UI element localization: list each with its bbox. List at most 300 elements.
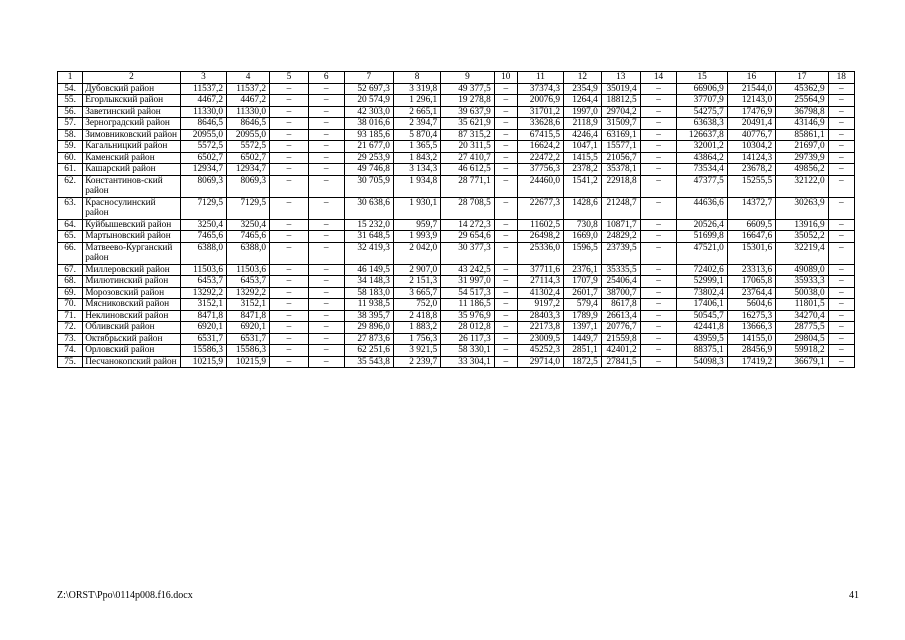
value-cell: 28775,5 xyxy=(776,322,829,334)
value-cell: 2851,1 xyxy=(564,345,602,357)
value-cell: 93 185,6 xyxy=(344,129,393,141)
empty-value-cell: – xyxy=(640,333,677,345)
empty-value-cell: – xyxy=(308,83,344,95)
value-cell: 10215,9 xyxy=(227,356,270,368)
empty-value-cell: – xyxy=(640,242,677,264)
row-number: 60. xyxy=(58,152,83,164)
value-cell: 8069,3 xyxy=(227,175,270,197)
empty-value-cell: – xyxy=(308,322,344,334)
value-cell: 66906,9 xyxy=(677,83,727,95)
value-cell: 11537,2 xyxy=(180,83,226,95)
value-cell: 29704,2 xyxy=(601,106,640,118)
empty-value-cell: – xyxy=(308,118,344,130)
empty-value-cell: – xyxy=(828,231,854,243)
value-cell: 42441,8 xyxy=(677,322,727,334)
row-number: 62. xyxy=(58,175,83,197)
value-cell: 126637,8 xyxy=(677,129,727,141)
empty-value-cell: – xyxy=(640,175,677,197)
value-cell: 2354,9 xyxy=(564,83,602,95)
empty-value-cell: – xyxy=(308,356,344,368)
district-name: Зерноградский район xyxy=(83,118,181,130)
value-cell: 29 654,6 xyxy=(441,231,495,243)
value-cell: 1541,2 xyxy=(564,175,602,197)
empty-value-cell: – xyxy=(308,164,344,176)
value-cell: 23313,6 xyxy=(727,264,775,276)
empty-value-cell: – xyxy=(640,152,677,164)
header-cell: 16 xyxy=(727,72,775,84)
empty-value-cell: – xyxy=(270,299,309,311)
value-cell: 27114,3 xyxy=(517,276,563,288)
table-row xyxy=(58,175,855,197)
value-cell: 11602,5 xyxy=(517,219,563,231)
value-cell: 35 621,9 xyxy=(441,118,495,130)
value-cell: 23678,2 xyxy=(727,164,775,176)
value-cell: 1 843,2 xyxy=(393,152,440,164)
value-cell: 8646,5 xyxy=(180,118,226,130)
row-number: 69. xyxy=(58,287,83,299)
value-cell: 43 242,5 xyxy=(441,264,495,276)
district-name: Константинов-ский район xyxy=(83,175,181,197)
district-name: Песчанокопский район xyxy=(83,356,181,368)
table-row xyxy=(58,95,855,107)
footer-page-number: 41 xyxy=(849,590,859,601)
district-name: Кашарский район xyxy=(83,164,181,176)
table-row xyxy=(58,231,855,243)
value-cell: 37756,3 xyxy=(517,164,563,176)
value-cell: 35 976,9 xyxy=(441,310,495,322)
value-cell: 73802,4 xyxy=(677,287,727,299)
value-cell: 52 697,3 xyxy=(344,83,393,95)
header-cell: 2 xyxy=(83,72,181,84)
header-cell: 3 xyxy=(180,72,226,84)
header-cell: 8 xyxy=(393,72,440,84)
value-cell: 10215,9 xyxy=(180,356,226,368)
empty-value-cell: – xyxy=(494,219,517,231)
value-cell: 45362,9 xyxy=(776,83,829,95)
value-cell: 6388,0 xyxy=(227,242,270,264)
value-cell: 1047,1 xyxy=(564,141,602,153)
table-row xyxy=(58,129,855,141)
empty-value-cell: – xyxy=(270,356,309,368)
value-cell: 54 517,3 xyxy=(441,287,495,299)
value-cell: 47377,5 xyxy=(677,175,727,197)
empty-value-cell: – xyxy=(494,152,517,164)
table-row xyxy=(58,83,855,95)
value-cell: 12934,7 xyxy=(180,164,226,176)
value-cell: 1 930,1 xyxy=(393,197,440,219)
value-cell: 26613,4 xyxy=(601,310,640,322)
row-number: 68. xyxy=(58,276,83,288)
row-number: 61. xyxy=(58,164,83,176)
value-cell: 39 637,9 xyxy=(441,106,495,118)
value-cell: 16275,3 xyxy=(727,310,775,322)
value-cell: 11 938,5 xyxy=(344,299,393,311)
empty-value-cell: – xyxy=(828,219,854,231)
empty-value-cell: – xyxy=(640,310,677,322)
value-cell: 42 303,0 xyxy=(344,106,393,118)
data-table-container xyxy=(57,71,855,368)
empty-value-cell: – xyxy=(270,118,309,130)
row-number: 72. xyxy=(58,322,83,334)
empty-value-cell: – xyxy=(494,242,517,264)
table-row xyxy=(58,164,855,176)
value-cell: 4467,2 xyxy=(227,95,270,107)
empty-value-cell: – xyxy=(270,264,309,276)
value-cell: 14 272,3 xyxy=(441,219,495,231)
value-cell: 20526,4 xyxy=(677,219,727,231)
value-cell: 6502,7 xyxy=(227,152,270,164)
value-cell: 67415,5 xyxy=(517,129,563,141)
empty-value-cell: – xyxy=(828,175,854,197)
value-cell: 30 638,6 xyxy=(344,197,393,219)
value-cell: 4467,2 xyxy=(180,95,226,107)
district-name: Красносулинский район xyxy=(83,197,181,219)
value-cell: 20955,0 xyxy=(227,129,270,141)
value-cell: 43146,9 xyxy=(776,118,829,130)
value-cell: 29739,9 xyxy=(776,152,829,164)
row-number: 57. xyxy=(58,118,83,130)
value-cell: 21544,0 xyxy=(727,83,775,95)
empty-value-cell: – xyxy=(494,197,517,219)
value-cell: 40776,7 xyxy=(727,129,775,141)
row-number: 54. xyxy=(58,83,83,95)
value-cell: 21559,8 xyxy=(601,333,640,345)
value-cell: 32 419,3 xyxy=(344,242,393,264)
value-cell: 38 016,6 xyxy=(344,118,393,130)
value-cell: 8617,8 xyxy=(601,299,640,311)
district-name: Дубовский район xyxy=(83,83,181,95)
value-cell: 15301,6 xyxy=(727,242,775,264)
value-cell: 24460,0 xyxy=(517,175,563,197)
empty-value-cell: – xyxy=(828,95,854,107)
value-cell: 11330,0 xyxy=(180,106,226,118)
value-cell: 7465,6 xyxy=(180,231,226,243)
district-name: Обливский район xyxy=(83,322,181,334)
empty-value-cell: – xyxy=(308,287,344,299)
empty-value-cell: – xyxy=(494,299,517,311)
empty-value-cell: – xyxy=(828,322,854,334)
empty-value-cell: – xyxy=(308,175,344,197)
table-row xyxy=(58,333,855,345)
table-row xyxy=(58,287,855,299)
value-cell: 28 012,8 xyxy=(441,322,495,334)
empty-value-cell: – xyxy=(270,152,309,164)
value-cell: 72402,6 xyxy=(677,264,727,276)
value-cell: 1997,0 xyxy=(564,106,602,118)
value-cell: 35 543,8 xyxy=(344,356,393,368)
empty-value-cell: – xyxy=(494,175,517,197)
value-cell: 37711,6 xyxy=(517,264,563,276)
value-cell: 8471,8 xyxy=(180,310,226,322)
value-cell: 20955,0 xyxy=(180,129,226,141)
value-cell: 87 315,2 xyxy=(441,129,495,141)
value-cell: 29 896,0 xyxy=(344,322,393,334)
value-cell: 29 253,9 xyxy=(344,152,393,164)
value-cell: 34270,4 xyxy=(776,310,829,322)
value-cell: 30263,9 xyxy=(776,197,829,219)
empty-value-cell: – xyxy=(494,276,517,288)
value-cell: 38 395,7 xyxy=(344,310,393,322)
empty-value-cell: – xyxy=(308,95,344,107)
value-cell: 2 239,7 xyxy=(393,356,440,368)
value-cell: 11801,5 xyxy=(776,299,829,311)
row-number: 74. xyxy=(58,345,83,357)
empty-value-cell: – xyxy=(494,118,517,130)
table-row xyxy=(58,310,855,322)
district-name: Егорлыкский район xyxy=(83,95,181,107)
empty-value-cell: – xyxy=(494,287,517,299)
empty-value-cell: – xyxy=(494,83,517,95)
value-cell: 15255,5 xyxy=(727,175,775,197)
district-name: Милютинский район xyxy=(83,276,181,288)
value-cell: 3152,1 xyxy=(227,299,270,311)
value-cell: 36679,1 xyxy=(776,356,829,368)
value-cell: 88375,1 xyxy=(677,345,727,357)
value-cell: 14372,7 xyxy=(727,197,775,219)
empty-value-cell: – xyxy=(640,129,677,141)
empty-value-cell: – xyxy=(494,231,517,243)
value-cell: 15586,3 xyxy=(227,345,270,357)
value-cell: 7129,5 xyxy=(180,197,226,219)
value-cell: 26498,2 xyxy=(517,231,563,243)
empty-value-cell: – xyxy=(640,118,677,130)
empty-value-cell: – xyxy=(640,164,677,176)
value-cell: 20 574,9 xyxy=(344,95,393,107)
value-cell: 22677,3 xyxy=(517,197,563,219)
empty-value-cell: – xyxy=(270,129,309,141)
value-cell: 27 873,6 xyxy=(344,333,393,345)
empty-value-cell: – xyxy=(308,299,344,311)
value-cell: 1 883,2 xyxy=(393,322,440,334)
table-row xyxy=(58,356,855,368)
empty-value-cell: – xyxy=(828,333,854,345)
empty-value-cell: – xyxy=(828,276,854,288)
district-name: Заветинский район xyxy=(83,106,181,118)
value-cell: 32122,0 xyxy=(776,175,829,197)
value-cell: 6531,7 xyxy=(180,333,226,345)
empty-value-cell: – xyxy=(308,333,344,345)
district-name: Кагальницкий район xyxy=(83,141,181,153)
header-cell: 15 xyxy=(677,72,727,84)
value-cell: 32219,4 xyxy=(776,242,829,264)
value-cell: 25336,0 xyxy=(517,242,563,264)
row-number: 63. xyxy=(58,197,83,219)
empty-value-cell: – xyxy=(494,345,517,357)
value-cell: 27 410,7 xyxy=(441,152,495,164)
table-row xyxy=(58,322,855,334)
row-number: 73. xyxy=(58,333,83,345)
value-cell: 41302,4 xyxy=(517,287,563,299)
value-cell: 14124,3 xyxy=(727,152,775,164)
row-number: 71. xyxy=(58,310,83,322)
value-cell: 15577,1 xyxy=(601,141,640,153)
value-cell: 21056,7 xyxy=(601,152,640,164)
value-cell: 6453,7 xyxy=(227,276,270,288)
district-name: Морозовский район xyxy=(83,287,181,299)
value-cell: 51699,8 xyxy=(677,231,727,243)
empty-value-cell: – xyxy=(494,129,517,141)
value-cell: 49856,2 xyxy=(776,164,829,176)
value-cell: 16647,6 xyxy=(727,231,775,243)
row-number: 56. xyxy=(58,106,83,118)
value-cell: 20776,7 xyxy=(601,322,640,334)
value-cell: 2 418,8 xyxy=(393,310,440,322)
value-cell: 22173,8 xyxy=(517,322,563,334)
value-cell: 6920,1 xyxy=(180,322,226,334)
empty-value-cell: – xyxy=(640,287,677,299)
value-cell: 2 042,0 xyxy=(393,242,440,264)
row-number: 65. xyxy=(58,231,83,243)
value-cell: 28403,3 xyxy=(517,310,563,322)
value-cell: 31509,7 xyxy=(601,118,640,130)
empty-value-cell: – xyxy=(828,152,854,164)
value-cell: 2 665,1 xyxy=(393,106,440,118)
value-cell: 24829,2 xyxy=(601,231,640,243)
empty-value-cell: – xyxy=(640,83,677,95)
value-cell: 27841,5 xyxy=(601,356,640,368)
empty-value-cell: – xyxy=(308,152,344,164)
empty-value-cell: – xyxy=(640,231,677,243)
value-cell: 63638,3 xyxy=(677,118,727,130)
value-cell: 1449,7 xyxy=(564,333,602,345)
value-cell: 20491,4 xyxy=(727,118,775,130)
value-cell: 42401,2 xyxy=(601,345,640,357)
value-cell: 35019,4 xyxy=(601,83,640,95)
value-cell: 13666,3 xyxy=(727,322,775,334)
value-cell: 8069,3 xyxy=(180,175,226,197)
empty-value-cell: – xyxy=(270,106,309,118)
value-cell: 2118,9 xyxy=(564,118,602,130)
value-cell: 43864,2 xyxy=(677,152,727,164)
district-name: Мясниковский район xyxy=(83,299,181,311)
value-cell: 1 296,1 xyxy=(393,95,440,107)
value-cell: 2378,2 xyxy=(564,164,602,176)
district-name: Миллеровский район xyxy=(83,264,181,276)
empty-value-cell: – xyxy=(270,322,309,334)
value-cell: 29804,5 xyxy=(776,333,829,345)
row-number: 66. xyxy=(58,242,83,264)
empty-value-cell: – xyxy=(494,333,517,345)
value-cell: 46 149,5 xyxy=(344,264,393,276)
value-cell: 58 330,1 xyxy=(441,345,495,357)
empty-value-cell: – xyxy=(828,264,854,276)
header-cell: 1 xyxy=(58,72,83,84)
empty-value-cell: – xyxy=(308,129,344,141)
value-cell: 33 304,1 xyxy=(441,356,495,368)
value-cell: 2601,7 xyxy=(564,287,602,299)
value-cell: 32001,2 xyxy=(677,141,727,153)
empty-value-cell: – xyxy=(640,299,677,311)
table-row xyxy=(58,264,855,276)
value-cell: 1 934,8 xyxy=(393,175,440,197)
empty-value-cell: – xyxy=(270,242,309,264)
empty-value-cell: – xyxy=(270,197,309,219)
value-cell: 29714,0 xyxy=(517,356,563,368)
district-name: Неклиновский район xyxy=(83,310,181,322)
value-cell: 11537,2 xyxy=(227,83,270,95)
value-cell: 9197,2 xyxy=(517,299,563,311)
value-cell: 33628,6 xyxy=(517,118,563,130)
value-cell: 6388,0 xyxy=(180,242,226,264)
header-cell: 14 xyxy=(640,72,677,84)
empty-value-cell: – xyxy=(308,197,344,219)
header-row xyxy=(58,72,855,84)
empty-value-cell: – xyxy=(828,345,854,357)
header-cell: 7 xyxy=(344,72,393,84)
empty-value-cell: – xyxy=(270,345,309,357)
value-cell: 31 997,0 xyxy=(441,276,495,288)
value-cell: 8646,5 xyxy=(227,118,270,130)
value-cell: 3 665,7 xyxy=(393,287,440,299)
value-cell: 19 278,8 xyxy=(441,95,495,107)
value-cell: 17406,1 xyxy=(677,299,727,311)
value-cell: 38700,7 xyxy=(601,287,640,299)
row-number: 59. xyxy=(58,141,83,153)
value-cell: 1669,0 xyxy=(564,231,602,243)
empty-value-cell: – xyxy=(828,299,854,311)
value-cell: 1264,4 xyxy=(564,95,602,107)
value-cell: 2 907,0 xyxy=(393,264,440,276)
table-row xyxy=(58,118,855,130)
empty-value-cell: – xyxy=(270,164,309,176)
empty-value-cell: – xyxy=(828,310,854,322)
district-name: Матвеево-Курганский район xyxy=(83,242,181,264)
empty-value-cell: – xyxy=(828,129,854,141)
value-cell: 35933,3 xyxy=(776,276,829,288)
value-cell: 2 394,7 xyxy=(393,118,440,130)
empty-value-cell: – xyxy=(640,95,677,107)
value-cell: 1428,6 xyxy=(564,197,602,219)
empty-value-cell: – xyxy=(494,356,517,368)
value-cell: 14155,0 xyxy=(727,333,775,345)
value-cell: 11 186,5 xyxy=(441,299,495,311)
value-cell: 1397,1 xyxy=(564,322,602,334)
empty-value-cell: – xyxy=(640,197,677,219)
value-cell: 73534,4 xyxy=(677,164,727,176)
value-cell: 3152,1 xyxy=(180,299,226,311)
value-cell: 16624,2 xyxy=(517,141,563,153)
row-number: 67. xyxy=(58,264,83,276)
value-cell: 54098,3 xyxy=(677,356,727,368)
empty-value-cell: – xyxy=(308,106,344,118)
value-cell: 5604,6 xyxy=(727,299,775,311)
value-cell: 17065,8 xyxy=(727,276,775,288)
value-cell: 11330,0 xyxy=(227,106,270,118)
value-cell: 20 311,5 xyxy=(441,141,495,153)
value-cell: 25564,9 xyxy=(776,95,829,107)
value-cell: 4246,4 xyxy=(564,129,602,141)
value-cell: 1872,5 xyxy=(564,356,602,368)
value-cell: 35378,1 xyxy=(601,164,640,176)
value-cell: 1596,5 xyxy=(564,242,602,264)
header-cell: 17 xyxy=(776,72,829,84)
empty-value-cell: – xyxy=(270,175,309,197)
value-cell: 44636,6 xyxy=(677,197,727,219)
empty-value-cell: – xyxy=(308,231,344,243)
empty-value-cell: – xyxy=(640,356,677,368)
value-cell: 25406,4 xyxy=(601,276,640,288)
empty-value-cell: – xyxy=(270,333,309,345)
value-cell: 43959,5 xyxy=(677,333,727,345)
value-cell: 6609,5 xyxy=(727,219,775,231)
district-name: Мартыновский район xyxy=(83,231,181,243)
value-cell: 28 708,5 xyxy=(441,197,495,219)
value-cell: 13916,9 xyxy=(776,219,829,231)
value-cell: 1707,9 xyxy=(564,276,602,288)
district-name: Каменский район xyxy=(83,152,181,164)
value-cell: 12934,7 xyxy=(227,164,270,176)
value-cell: 17419,2 xyxy=(727,356,775,368)
